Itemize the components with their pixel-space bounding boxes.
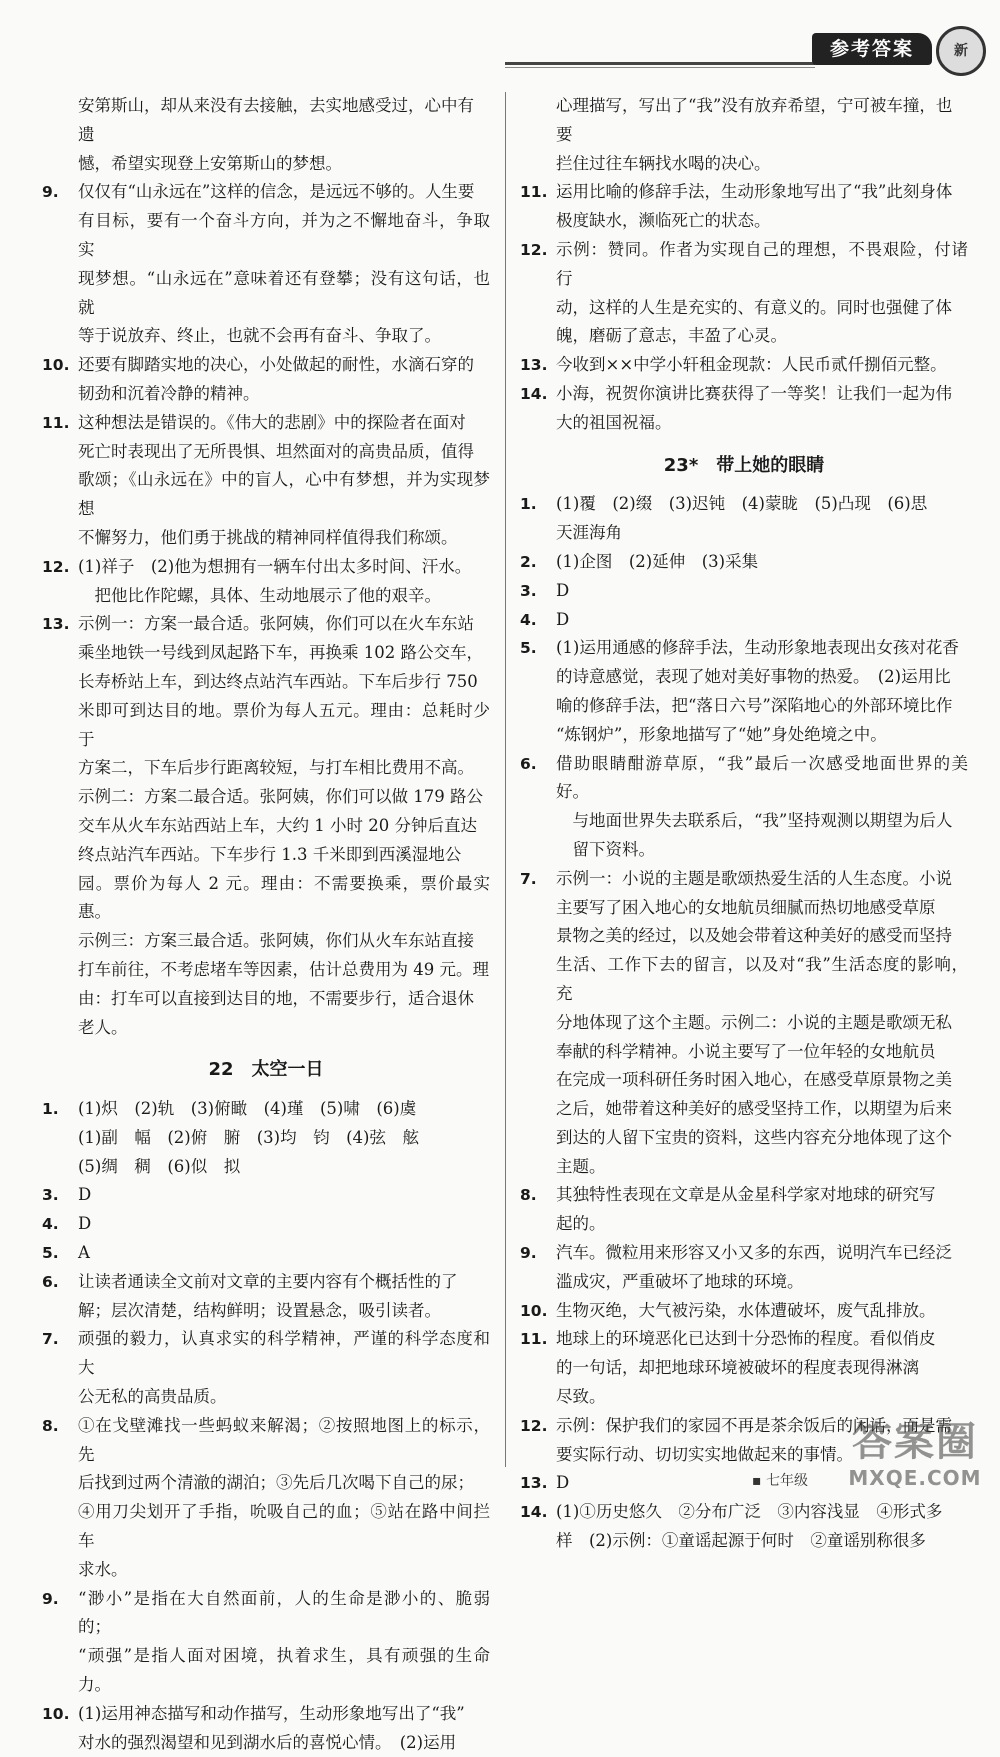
answer-item: [42, 1181, 490, 1210]
answer-number: 14.: [520, 1503, 548, 1522]
answer-text: [78, 1700, 490, 1757]
answer-line: 借助眼睛酣游草原，“我”最后一次感受地面世界的美好。: [556, 753, 968, 802]
answer-line: 小海，祝贺你演讲比赛获得了一等奖！让我们一起为伟: [556, 383, 952, 403]
answer-text: [556, 865, 968, 1182]
answer-text: [556, 351, 968, 380]
header-rule: [505, 62, 815, 65]
answer-line: 解；层次清楚，结构鲜明；设置悬念，吸引读者。: [78, 1300, 441, 1320]
answer-line: 大的祖国祝福。: [556, 412, 672, 432]
answer-line: 老人。: [78, 1017, 128, 1037]
answer-line: 公无私的高贵品质。: [78, 1387, 227, 1407]
answer-line: 主要写了困入地心的女地航员细腻而热切地感受草原: [556, 897, 936, 917]
site-watermark: 答案圈 MXQE.COM: [848, 1419, 982, 1490]
answer-number: 1.: [42, 1100, 59, 1119]
answer-text: [556, 750, 968, 865]
answer-number: 13.: [42, 615, 70, 634]
answer-item: [42, 553, 490, 611]
answer-text: [556, 1325, 968, 1411]
answer-item: [42, 1325, 490, 1411]
right-column: [520, 92, 968, 1556]
answer-item: [42, 1210, 490, 1239]
answer-number: 9.: [520, 1244, 537, 1263]
answer-line: (1)覆 (2)缀 (3)迟钝 (4)蒙眬 (5)凸现 (6)思: [556, 494, 928, 514]
answer-line: 魄，磨砺了意志，丰盈了心灵。: [556, 326, 787, 346]
answer-line: 示例三：方案三最合适。张阿姨，你们从火车东站直接: [78, 931, 474, 951]
answer-line: 歌颂；《山永远在》中的盲人，心中有梦想，并为实现梦想: [78, 470, 490, 519]
answer-line: 示例一：小说的主题是歌颂热爱生活的人生态度。小说: [556, 868, 952, 888]
answer-line: D: [556, 609, 570, 629]
answer-item: [520, 750, 968, 865]
answer-number: 7.: [42, 1330, 59, 1349]
answer-line: 滥成灾，严重破坏了地球的环境。: [556, 1271, 804, 1291]
answer-line: 喻的修辞手法，把“落日六号”深陷地心的外部环境比作: [556, 695, 953, 715]
answer-line: 其独特性表现在文章是从金星科学家对地球的研究写: [556, 1185, 936, 1205]
answer-line: 的一句话，却把地球环境被破坏的程度表现得淋漓: [556, 1358, 919, 1378]
answer-number: 5.: [520, 639, 537, 658]
answer-line: 在完成一项科研任务时困入地心，在感受草原景物之美: [556, 1070, 952, 1090]
answer-line: 不懈努力，他们勇于挑战的精神同样值得我们称颂。: [78, 527, 458, 547]
answer-key-badge: 参考答案: [812, 33, 932, 65]
answer-number: 10.: [520, 1301, 548, 1320]
answer-item: [520, 634, 968, 749]
answer-line: 由：打车可以直接到达目的地，不需要步行，适合退休: [78, 988, 474, 1008]
answer-line: 对水的强烈渴望和见到湖水后的喜悦心情。 (2)运用: [78, 1732, 457, 1752]
answer-line: 这种想法是错误的。《伟大的悲剧》中的探险者在面对: [78, 412, 466, 432]
section-title: 22 太空一日: [208, 1059, 324, 1081]
answer-text: [78, 1585, 490, 1700]
answer-item: [520, 380, 968, 438]
answer-item: [42, 1700, 490, 1757]
answer-number: 10.: [42, 1704, 70, 1723]
answer-line: 示例一：方案一最合适。张阿姨，你们可以在火车东站: [78, 614, 474, 634]
answer-number: 14.: [520, 384, 548, 403]
answer-line: D: [556, 1473, 570, 1493]
answer-item: [42, 1412, 490, 1585]
continued-text: 安第斯山，却从来没有去接触，去实地感受过，心中有遗 憾，希望实现登上安第斯山的梦想。: [78, 96, 474, 173]
answer-text: [78, 409, 490, 553]
left-column: [42, 92, 490, 1757]
answer-item: [42, 1268, 490, 1326]
answer-text: [556, 1498, 968, 1556]
answer-number: 2.: [520, 552, 537, 571]
answer-line: D: [556, 580, 570, 600]
answer-number: 11.: [520, 1330, 548, 1349]
answer-item: [42, 1095, 490, 1181]
answer-line: 起的。: [556, 1214, 606, 1234]
answer-item: [520, 1297, 968, 1326]
answer-item: [42, 1239, 490, 1268]
answer-list: [42, 1095, 490, 1757]
answer-line: ①在戈壁滩找一些蚂蚁来解渴；②按照地图上的标示，先: [78, 1415, 490, 1464]
answer-line: 景物之美的经过，以及她会带着这种美好的感受而坚持: [556, 926, 952, 946]
answer-line: 生活、工作下去的留言，以及对“我”生活态度的影响，充: [556, 955, 968, 1003]
answer-item: [520, 1498, 968, 1556]
answer-number: 12.: [520, 1416, 548, 1435]
answer-line: (1)①历史悠久 ②分布广泛 ③内容浅显 ④形式多: [556, 1502, 943, 1522]
answer-line: D: [78, 1185, 92, 1205]
answer-line: 方案二，下车后步行距离较短，与打车相比费用不高。: [78, 758, 474, 778]
answer-line: 乘坐地铁一号线到凤起路下车，再换乘 102 路公交车，: [78, 643, 483, 663]
answer-number: 12.: [520, 240, 548, 259]
answer-line: 有目标，要有一个奋斗方向，并为之不懈地奋斗，争取实: [78, 211, 490, 259]
answer-number: 3.: [42, 1186, 59, 1205]
answer-line: 地球上的环境恶化已达到十分恐怖的程度。看似俏皮: [556, 1329, 936, 1349]
answer-line: “炼钢炉”，形象地描写了“她”身处绝境之中。: [556, 724, 887, 744]
answer-item: [42, 610, 490, 1042]
answer-text: [556, 380, 968, 438]
answer-text: [556, 490, 968, 548]
answer-number: 5.: [42, 1244, 59, 1263]
answer-line: 求水。: [78, 1559, 128, 1579]
answer-line: 等于说放弃、终止，也就不会再有奋斗、争取了。: [78, 326, 441, 346]
answer-line: 打车前往，不考虑堵车等因素，估计总费用为 49 元。理: [78, 959, 489, 979]
answer-line: (1)祥子 (2)他为想拥有一辆车付出太多时间、汗水。: [78, 556, 472, 576]
answer-line: 样 (2)示例：①童谣起源于何时 ②童谣别称很多: [556, 1531, 926, 1551]
answer-line: (1)企图 (2)延伸 (3)采集: [556, 551, 759, 571]
answer-text: [78, 1268, 490, 1326]
section-title: 23* 带上她的眼睛: [663, 454, 825, 476]
answer-line: 到达的人留下宝贵的资料，这些内容充分地体现了这个: [556, 1127, 952, 1147]
answer-number: 6.: [520, 754, 537, 773]
answer-line: 的诗意感觉，表现了她对美好事物的热爱。 (2)运用比: [556, 667, 951, 687]
answer-item: [520, 178, 968, 236]
answer-text: [556, 1297, 968, 1326]
answer-line: 交车从火车东站西站上车，大约 1 小时 20 分钟后直达: [78, 815, 477, 835]
answer-line: 要实际行动、切切实实地做起来的事情。: [556, 1444, 853, 1464]
answer-item: [520, 865, 968, 1182]
answer-text: [78, 1412, 490, 1585]
answer-number: 1.: [520, 495, 537, 514]
answer-line: 示例：保护我们的家园不再是茶余饭后的闲话，而是需: [556, 1415, 952, 1435]
answer-text: [556, 178, 968, 236]
answer-line: (5)绸 稠 (6)似 拟: [78, 1156, 241, 1176]
answer-text: [556, 1239, 968, 1297]
answer-line: 园。票价为每人 2 元。理由：不需要换乘，票价最实惠。: [78, 873, 490, 922]
answer-number: 10.: [42, 356, 70, 375]
answer-line: 主题。: [556, 1156, 606, 1176]
answer-number: 12.: [42, 557, 70, 576]
answer-line: (1)副 幅 (2)俯 腑 (3)均 钧 (4)弦 舷: [78, 1127, 419, 1147]
column-divider: [505, 92, 506, 1467]
answer-text: [78, 1095, 490, 1181]
answer-text: [78, 610, 490, 1042]
answer-line: 尽致。: [556, 1387, 606, 1407]
answer-number: 7.: [520, 869, 537, 888]
answer-line: 死亡时表现出了无所畏惧、坦然面对的高贵品质，值得: [78, 441, 474, 461]
answer-text: [556, 577, 968, 606]
answer-line: 后找到过两个清澈的湖泊；③先后几次喝下自己的尿；: [78, 1473, 474, 1493]
answer-number: 11.: [520, 183, 548, 202]
answer-line: 汽车。微粒用来形容又小又多的东西，说明汽车已经泛: [556, 1243, 952, 1263]
answer-line: (1)运用神态描写和动作描写，生动形象地写出了“我”: [78, 1703, 465, 1723]
answer-item: [520, 577, 968, 606]
page-footer: ▪ 七年级: [752, 1473, 808, 1489]
answer-line: 把他比作陀螺，具体、生动地展示了他的艰辛。: [78, 585, 441, 605]
header-rule-thin: [505, 67, 815, 68]
answer-line: 让读者通读全文前对文章的主要内容有个概括性的了: [78, 1271, 458, 1291]
answer-line: 与地面世界失去联系后，“我”坚持观测以期望为后人: [556, 811, 953, 831]
answer-line: 仅仅有“山永远在”这样的信念，是远远不够的。人生要: [78, 182, 475, 202]
answer-text: [556, 1181, 968, 1239]
answer-number: 8.: [520, 1186, 537, 1205]
answer-text: [78, 1325, 490, 1411]
answer-text: [556, 548, 968, 577]
answer-number: 13.: [520, 1474, 548, 1493]
answer-line: (1)运用通感的修辞手法，生动形象地表现出女孩对花香: [556, 638, 959, 658]
answer-item: [520, 1181, 968, 1239]
answer-line: 顽强的毅力，认真求实的科学精神，严谨的科学态度和大: [78, 1329, 490, 1378]
answer-line: 米即可到达目的地。票价为每人五元。理由：总耗时少于: [78, 700, 490, 749]
answer-text: [556, 634, 968, 749]
answer-list: [42, 178, 490, 1042]
answer-list: [520, 178, 968, 437]
answer-text: [78, 1210, 490, 1239]
answer-line: 之后，她带着这种美好的感受坚持工作，以期望为后来: [556, 1099, 952, 1119]
answer-text: [78, 553, 490, 611]
answer-item: [520, 606, 968, 635]
answer-number: 9.: [42, 183, 59, 202]
answer-number: 8.: [42, 1416, 59, 1435]
answer-line: 今收到××中学小轩租金现款：人民币贰仟捌佰元整。: [556, 355, 947, 375]
answer-line: 动，这样的人生是充实的、有意义的。同时也强健了体: [556, 297, 952, 317]
answer-line: (1)炽 (2)轨 (3)俯瞰 (4)瑾 (5)啸 (6)虞: [78, 1099, 417, 1119]
answer-line: 留下资料。: [556, 839, 655, 859]
answer-number: 6.: [42, 1272, 59, 1291]
answer-item: [520, 351, 968, 380]
answer-number: 9.: [42, 1589, 59, 1608]
answer-text: [78, 178, 490, 351]
answer-number: 13.: [520, 356, 548, 375]
answer-line: 奉献的科学精神。小说主要写了一位年轻的女地航员: [556, 1041, 936, 1061]
answer-line: 生物灭绝，大气被污染，水体遭破坏，废气乱排放。: [556, 1300, 936, 1320]
answer-item: [520, 490, 968, 548]
answer-line: 运用比喻的修辞手法，生动形象地写出了“我”此刻身体: [556, 182, 953, 202]
answer-item: [520, 1325, 968, 1411]
answer-text: [556, 606, 968, 635]
answer-line: 示例二：方案二最合适。张阿姨，你们可以做 179 路公: [78, 787, 483, 807]
answer-item: [42, 409, 490, 553]
answer-number: 11.: [42, 413, 70, 432]
answer-line: D: [78, 1214, 92, 1234]
answer-item: [42, 178, 490, 351]
answer-number: 4.: [520, 610, 537, 629]
answer-line: 长寿桥站上车，到达终点站汽车西站。下车后步行 750: [78, 671, 478, 691]
answer-number: 4.: [42, 1215, 59, 1234]
answer-line: 韧劲和沉着冷静的精神。: [78, 383, 260, 403]
answer-line: 还要有脚踏实地的决心，小处做起的耐性，水滴石穿的: [78, 355, 474, 375]
answer-line: A: [78, 1243, 90, 1263]
answer-text: [78, 351, 490, 409]
answer-line: 天涯海角: [556, 523, 622, 543]
answer-line: 示例：赞同。作者为实现自己的理想，不畏艰险，付诸行: [556, 239, 968, 288]
publisher-logo-icon: 新: [936, 26, 986, 76]
answer-item: [520, 236, 968, 351]
answer-line: 分地体现了这个主题。示例二：小说的主题是歌颂无私: [556, 1012, 952, 1032]
answer-text: [78, 1239, 490, 1268]
answer-line: 现梦想。“山永远在”意味着还有登攀；没有这句话，也就: [78, 268, 490, 317]
answer-text: [78, 1181, 490, 1210]
answer-number: 3.: [520, 581, 537, 600]
answer-list: [520, 490, 968, 1555]
answer-item: [520, 548, 968, 577]
answer-item: [520, 1239, 968, 1297]
continued-text: 心理描写，写出了“我”没有放弃希望，宁可被车撞，也要 拦住过往车辆找水喝的决心。: [556, 96, 953, 173]
answer-item: [42, 351, 490, 409]
answer-line: 极度缺水，濒临死亡的状态。: [556, 211, 771, 231]
answer-item: [42, 1585, 490, 1700]
answer-line: “顽强”是指人面对困境，执着求生，具有顽强的生命力。: [78, 1646, 490, 1695]
answer-text: [556, 236, 968, 351]
answer-line: 终点站汽车西站。下车步行 1.3 千米即到西溪湿地公: [78, 844, 462, 864]
answer-line: ④用刀尖划开了手指，吮吸自己的血；⑤站在路中间拦车: [78, 1502, 490, 1551]
answer-line: “渺小”是指在大自然面前，人的生命是渺小的、脆弱的；: [78, 1588, 490, 1637]
